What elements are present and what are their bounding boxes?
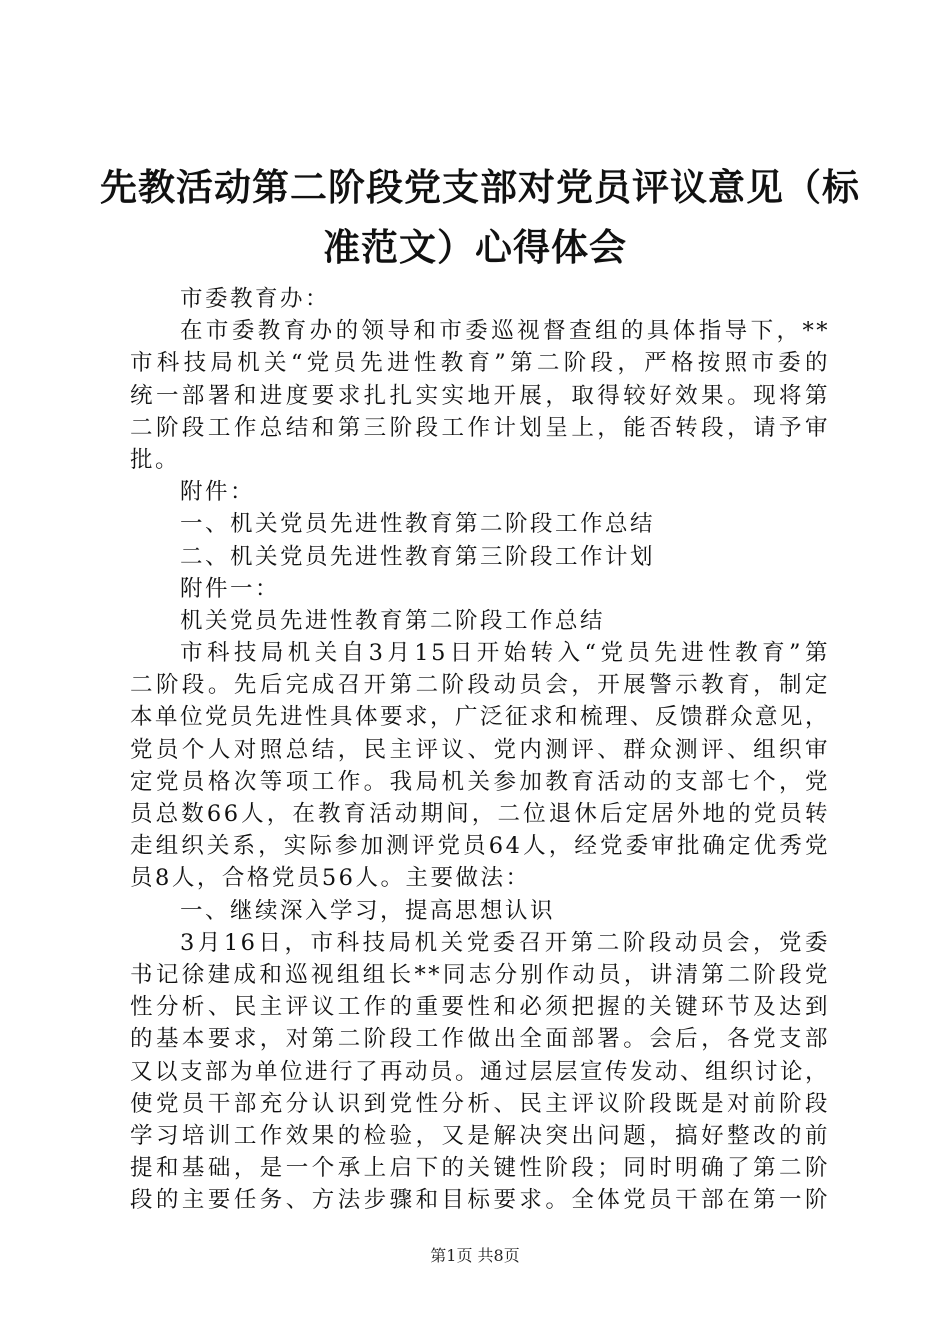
paragraph-line: 在市委教育办的领导和市委巡视督查组的具体指导下，** — [180, 318, 830, 345]
paragraph-line: 批。 — [130, 446, 181, 473]
paragraph-line: 提和基础，是一个承上启下的关键性阶段；同时明确了第二阶 — [130, 1155, 830, 1182]
section-heading: 机关党员先进性教育第二阶段工作总结 — [180, 607, 606, 634]
paragraph-line: 学习培训工作效果的检验，又是解决突出问题，搞好整改的前 — [130, 1122, 830, 1149]
paragraph-line: 书记徐建成和巡视组组长**同志分别作动员，讲清第二阶段党 — [130, 961, 830, 988]
document-title-line-2: 准范文）心得体会 — [323, 225, 627, 269]
page-number-footer: 第1页 共8页 — [430, 1246, 520, 1265]
paragraph-line: 定党员格次等项工作。我局机关参加教育活动的支部七个，党 — [130, 768, 830, 795]
paragraph-line: 段的主要任务、方法步骤和目标要求。全体党员干部在第一阶 — [130, 1187, 830, 1214]
section-heading: 一、继续深入学习，提高思想认识 — [180, 897, 556, 924]
paragraph-line: 员8人，合格党员56人。主要做法： — [130, 865, 531, 892]
paragraph-line: 员总数66人，在教育活动期间，二位退休后定居外地的党员转 — [130, 801, 830, 827]
paragraph-line: 性分析、民主评议工作的重要性和必须把握的关键环节及达到 — [130, 994, 830, 1021]
paragraph-line: 又以支部为单位进行了再动员。通过层层宣传发动、组织讨论， — [130, 1058, 831, 1085]
paragraph-line: 市科技局机关自3月15日开始转入“党员先进性教育”第 — [180, 640, 830, 667]
attachment-heading: 附件一： — [180, 575, 281, 602]
paragraph-line: 二阶段。先后完成召开第二阶段动员会，开展警示教育，制定 — [130, 672, 830, 699]
paragraph-line: 3月16日，市科技局机关党委召开第二阶段动员会，党委 — [180, 929, 830, 956]
document-body — [130, 283, 830, 1216]
paragraph-line: 走组织关系，实际参加测评党员64人，经党委审批确定优秀党 — [130, 833, 830, 860]
paragraph-line: 党员个人对照总结，民主评议、党内测评、群众测评、组织审 — [130, 736, 830, 763]
attachment-heading: 附件： — [180, 479, 256, 506]
attachment-item: 一、机关党员先进性教育第二阶段工作总结 — [180, 511, 656, 538]
paragraph-line: 的基本要求，对第二阶段工作做出全面部署。会后，各党支部 — [130, 1026, 830, 1053]
salutation-line: 市委教育办： — [180, 286, 331, 312]
attachment-item: 二、机关党员先进性教育第三阶段工作计划 — [180, 543, 656, 570]
document-title-line-1: 先教活动第二阶段党支部对党员评议意见（标 — [100, 165, 860, 209]
paragraph-line: 本单位党员先进性具体要求，广泛征求和梳理、反馈群众意见， — [130, 704, 831, 731]
paragraph-line: 市科技局机关“党员先进性教育”第二阶段，严格按照市委的 — [130, 350, 830, 377]
paragraph-line: 二阶段工作总结和第三阶段工作计划呈上，能否转段，请予审 — [130, 414, 830, 441]
paragraph-line: 统一部署和进度要求扎扎实实地开展，取得较好效果。现将第 — [130, 382, 830, 409]
paragraph-line: 使党员干部充分认识到党性分析、民主评议阶段既是对前阶段 — [130, 1090, 830, 1117]
